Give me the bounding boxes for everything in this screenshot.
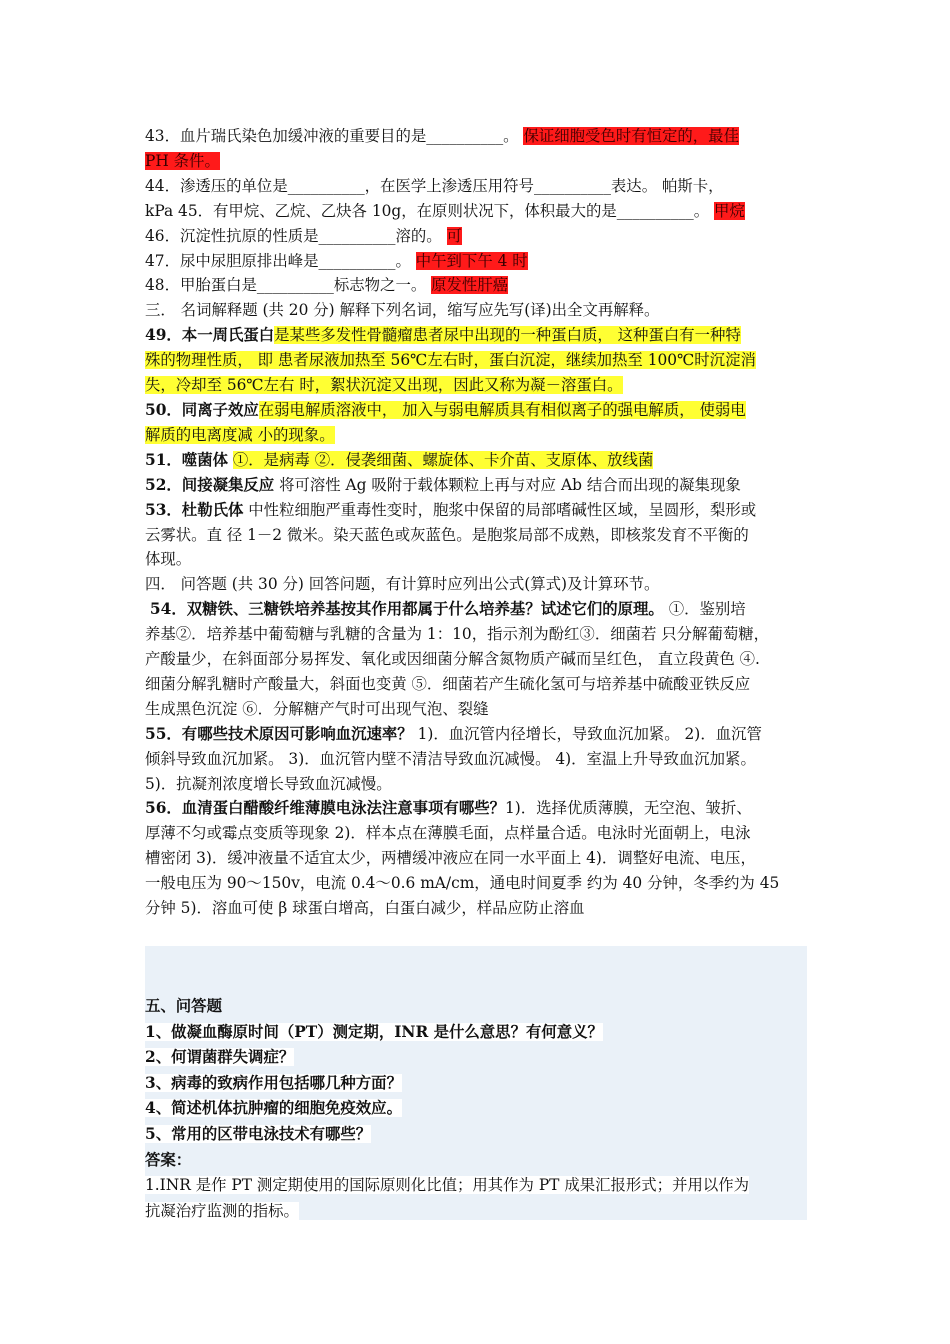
term-52: 52．间接凝集反应 将可溶性 Ag 吸附于载体颗粒上再与对应 Ab 结合而出现的凝集现象 [145,475,741,494]
sec5-item-1: 1、做凝血酶原时间（PT）测定期，INR 是什么意思？有何意义？ [145,1022,603,1041]
section-5-title: 五、问答题 [145,997,222,1015]
answer-43: 保证细胞受色时有恒定的，最佳 [523,127,739,145]
question-56: 56．血清蛋白醋酸纤维薄膜电泳法注意事项有哪些？1)．选择优质薄膜，无空泡、皱折、 [145,799,752,818]
question-43: 43．血片瑞氏染色加缓冲液的重要目的是__________。 保证细胞受色时有恒定的，最佳 [145,127,739,145]
term-53: 53．杜勒氏体 中性粒细胞严重毒性变时，胞浆中保留的局部嗜碱性区域，呈圆形，梨形或 [145,500,757,519]
answer-1-line-1: 1.INR 是作 PT 测定期使用的国际原则化比值；用其作为 PT 成果汇报形式；并用以作为 [145,1176,750,1195]
question-47: 47．尿中尿胆原排出峰是__________。 中午到下午 4 时 [145,251,528,270]
question-45: kPa 45．有甲烷、乙烷、乙炔各 10g，在原则状况下，体积最大的是__________。 甲烷 [145,201,745,220]
sec5-item-5: 5、常用的区带电泳技术有哪些？ [145,1124,372,1143]
answer-47: 中午到下午 4 时 [415,251,528,270]
sec5-item-3: 3、病毒的致病作用包括哪几种方面？ [145,1073,402,1092]
document-body: 43．血片瑞氏染色加缓冲液的重要目的是__________。 保证细胞受色时有恒定的，最佳 PH 条件。 44．渗透压的单位是__________，在医学上渗透压用符号__________表达。 帕斯卡， kPa 45．有甲烷、乙烷、乙炔各 10g，在原则状况下，体积最大的是__________。 甲烷 46．沉淀性抗原的性质是__________溶的。 可 47．尿中尿胆原排出峰是__________。 中午到下午 4 时 48．甲胎蛋白是__________标志物之一。 原发性肝癌 三． 名词解释题 (共 20 分) 解释下列名词，缩写应先写(译)出全文再解释。 49．本一周氏蛋白是某些多发性骨髓瘤患者尿中出现的一种蛋白质， 这种蛋白有一种特 殊的物理性质， 即 患者尿液加热至 56℃左右时，蛋白沉淀，继续加热至 100℃时沉淀消 失，冷却至 56℃左右 时，絮状沉淀又出现，因此又称为凝－溶蛋白。 50．同离子效应在弱电解质溶液中， 加入与弱电解质具有相似离子的强电解质， 使弱电 解质的电离度减 小的现象。 51．噬菌体 ①．是病毒 ②．侵袭细菌、螺旋体、卡介苗、支原体、放线菌 52．间接凝集反应 将可溶性 Ag 吸附于载体颗粒上再与对应 Ab 结合而出现的凝集现象 53．杜勒氏体 中性粒细胞严重毒性变时，胞浆中保留的局部嗜碱性区域，呈圆形，梨形或 云雾状。直 径 1－2 微米。染天蓝色或灰蓝色。是胞浆局部不成熟，即核浆发育不平衡的 体现。 四． 问答题 (共 30 分) 回答问题，有计算时应列出公式(算式)及计算环节。 54．双糖铁、三糖铁培养基按其作用都属于什么培养基？试述它们的原理。 ①．鉴别培 养基②．培养基中葡萄糖与乳糖的含量为 1：10，指示剂为酚红③．细菌若 只分解葡萄糖， 产酸量少，在斜面部分易挥发、氧化或因细菌分解含氮物质产碱而呈红色， 直立段黄色 ④. 细菌分解乳糖时产酸量大，斜面也变黄 ⑤．细菌若产生硫化氢可与培养基中硫酸亚铁反应 生成黑色沉淀 ⑥．分解糖产气时可出现气泡、裂缝 55．有哪些技术原因可影响血沉速率？ 1)．血沉管内径增长，导致血沉加紧。 2)．血沉管 倾斜导致血沉加紧。 3)．血沉管内壁不清洁导致血沉减慢。 4)．室温上升导致血沉加紧。 5)．抗凝剂浓度增长导致血沉减慢。 56．血清蛋白醋酸纤维薄膜电泳法注意事项有哪些？1)．选择优质薄膜，无空泡、皱折、 厚薄不匀或霉点变质等现象 2)．样本点在薄膜毛面，点样量合适。电泳时光面朝上，电泳 槽密闭 3)．缓冲液量不适宜太少，两槽缓冲液应在同一水平面上 4)．调整好电流、电压， 一般电压为 90～150v，电流 0.4～0.6 mA/cm，通电时间夏季 约为 40 分钟，冬季约为 45 分钟 5)．溶血可使 β 球蛋白增高，白蛋白减少，样品应防止溶血 [145,124,807,921]
term-51: 51．噬菌体 ①．是病毒 ②．侵袭细菌、螺旋体、卡介苗、支原体、放线菌 [145,450,654,469]
answer-label: 答案： [145,1150,192,1169]
answer-43-cont: PH 条件。 [145,151,220,170]
sec5-item-4: 4、简述机体抗肿瘤的细胞免疫效应。 [145,1099,402,1118]
question-46: 46．沉淀性抗原的性质是__________溶的。 可 [145,226,462,245]
term-49: 49．本一周氏蛋白是某些多发性骨髓瘤患者尿中出现的一种蛋白质， 这种蛋白有一种特 [145,326,741,345]
answer-46: 可 [446,226,462,245]
answer-45: 甲烷 [714,201,745,220]
sec5-item-2: 2、何谓菌群失调症？ [145,1048,295,1067]
term-50: 50．同离子效应在弱电解质溶液中， 加入与弱电解质具有相似离子的强电解质， 使弱电 [145,400,746,419]
question-48: 48．甲胎蛋白是__________标志物之一。 原发性肝癌 [145,276,509,295]
question-54: 54．双糖铁、三糖铁培养基按其作用都属于什么培养基？试述它们的原理。 ①．鉴别培 [149,600,746,619]
answer-48: 原发性肝癌 [431,276,509,295]
question-44: 44．渗透压的单位是__________，在医学上渗透压用符号__________表达。 帕斯卡， [145,176,724,195]
question-55: 55．有哪些技术原因可影响血沉速率？ 1)．血沉管内径增长，导致血沉加紧。 2)．血沉管 [145,724,762,743]
section-4-heading: 四． 问答题 (共 30 分) 回答问题，有计算时应列出公式(算式)及计算环节。 [145,575,660,594]
answer-1-line-2: 抗凝治疗监测的指标。 [145,1201,299,1220]
section-5 [145,994,807,1224]
section-3-heading: 三． 名词解释题 (共 20 分) 解释下列名词，缩写应先写(译)出全文再解释。 [145,301,660,320]
